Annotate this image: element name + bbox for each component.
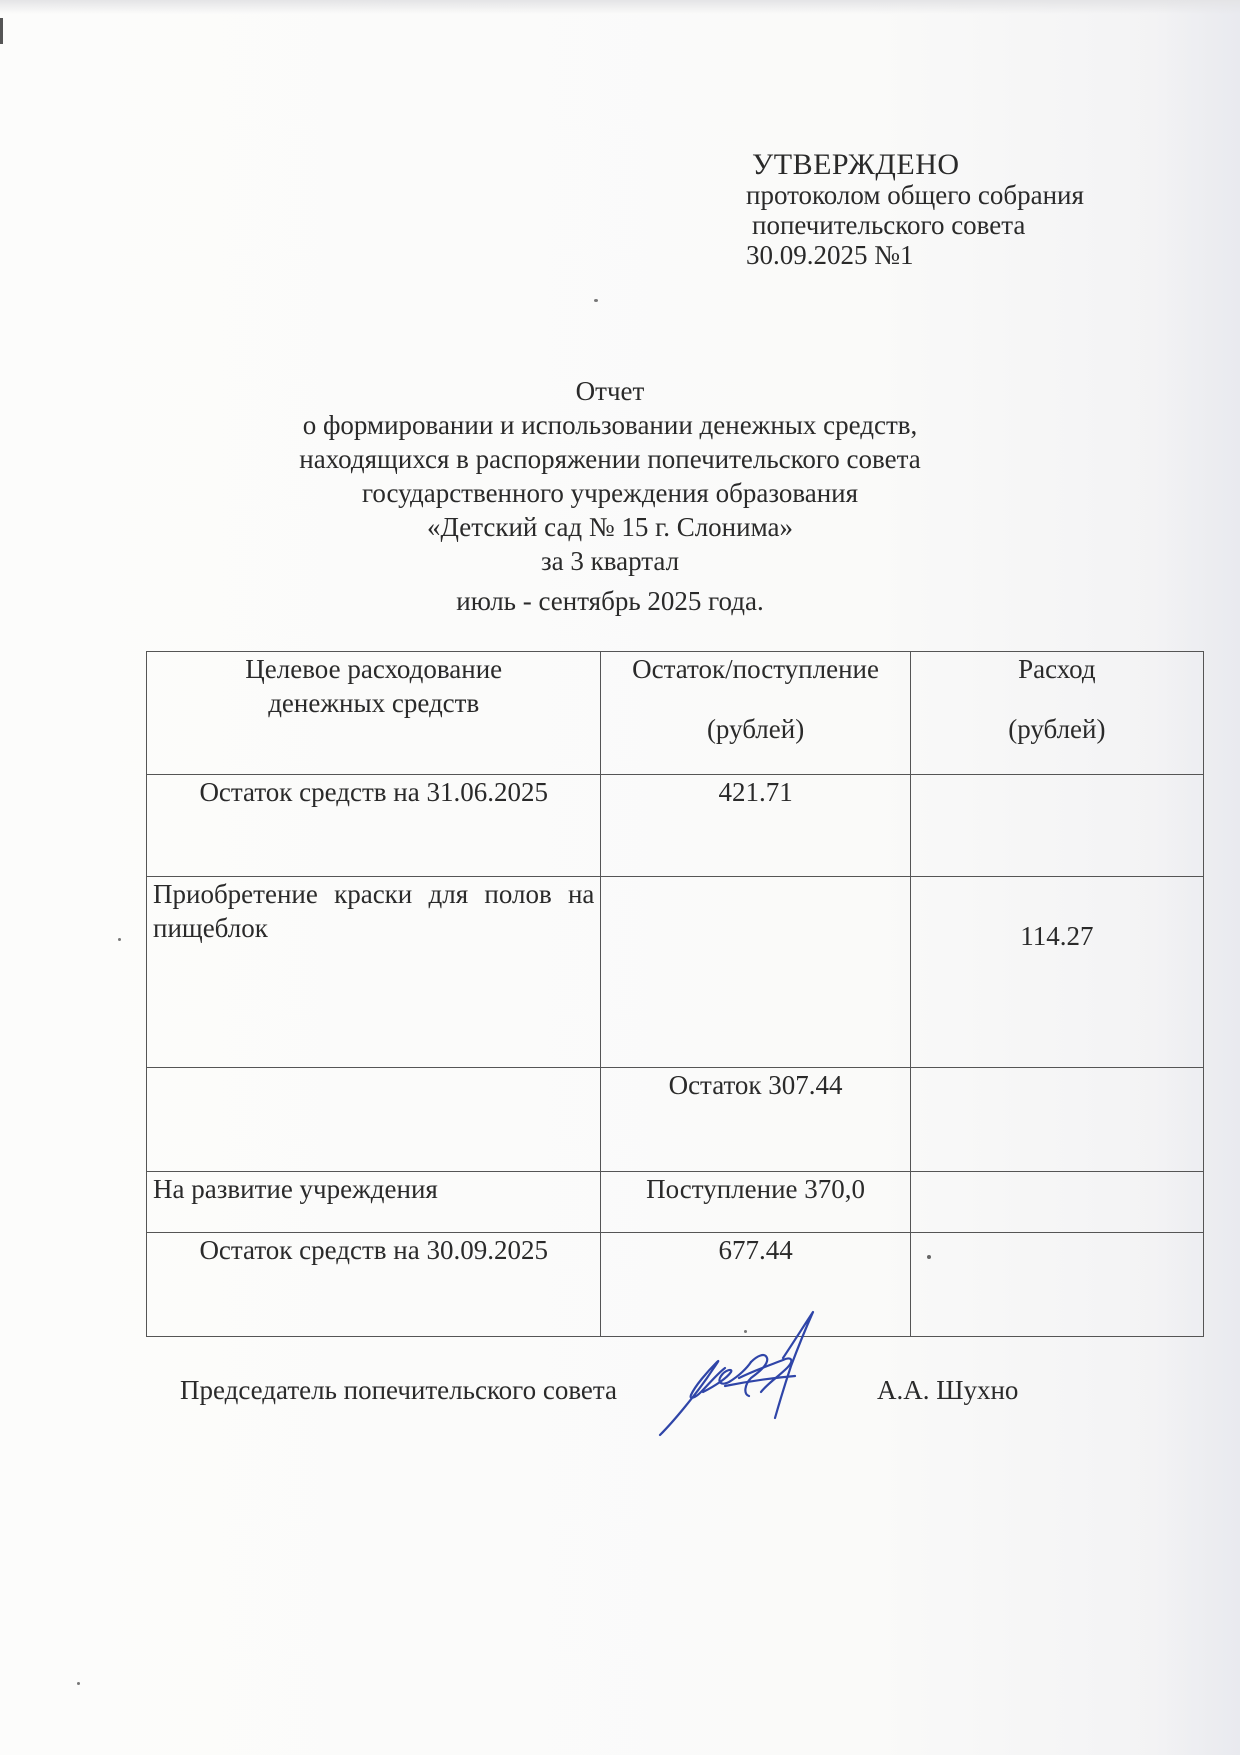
header-income	[601, 652, 910, 775]
header-expense-line2: (рублей)	[1008, 714, 1106, 744]
cell-expense	[910, 1068, 1203, 1172]
cell-purpose: На развитие учреждения	[147, 1172, 601, 1233]
scan-speck	[77, 1682, 80, 1685]
cell-expense	[910, 1233, 1203, 1337]
header-expense-line1: Расход	[1018, 654, 1096, 684]
table-header-row	[147, 652, 1204, 775]
approval-stamp-block	[746, 150, 1084, 270]
cell-income: 677.44	[601, 1233, 910, 1337]
ink-dot	[927, 1255, 931, 1259]
approval-line-date: 30.09.2025 №1	[746, 240, 914, 270]
cell-purpose	[147, 1068, 601, 1172]
scan-speck	[594, 299, 598, 302]
header-purpose-line2: денежных средств	[268, 688, 480, 718]
signatory-role: Председатель попечительского совета	[180, 1375, 618, 1405]
header-purpose	[147, 652, 601, 775]
title-line-7: июль - сентябрь 2025 года.	[456, 586, 764, 616]
cell-income	[601, 877, 910, 1068]
title-line-2: о формировании и использовании денежных средств,	[302, 410, 918, 440]
header-income-line2: (рублей)	[706, 714, 805, 744]
header-income-line1: Остаток/поступление	[632, 654, 879, 684]
title-line-5: «Детский сад № 15 г. Слонима»	[427, 512, 793, 542]
header-purpose-line1: Целевое расходование	[245, 654, 503, 684]
approval-heading: УТВЕРЖДЕНО	[752, 148, 960, 181]
title-line-4: государственного учреждения образования	[361, 478, 859, 508]
scan-edge-mark	[0, 18, 3, 44]
cell-income: Остаток 307.44	[601, 1068, 910, 1172]
cell-purpose: Приобретение краски для полов на пищеблок	[147, 877, 601, 1068]
handwritten-signature	[655, 1300, 865, 1440]
report-title	[160, 374, 1060, 618]
approval-line-council: попечительского совета	[752, 210, 1026, 240]
cell-purpose: Остаток средств на 31.06.2025	[147, 775, 601, 877]
header-expense	[910, 652, 1203, 775]
scan-speck	[744, 1330, 747, 1333]
table-row	[147, 1068, 1204, 1172]
table-row	[147, 775, 1204, 877]
cell-expense	[910, 1172, 1203, 1233]
cell-purpose: Остаток средств на 30.09.2025	[147, 1233, 601, 1337]
table-row	[147, 877, 1204, 1068]
cell-income: Поступление 370,0	[601, 1172, 910, 1233]
funds-report-table	[146, 651, 1204, 1337]
scan-top-shadow	[0, 0, 1240, 14]
table-row	[147, 1172, 1204, 1233]
title-line-3: находящихся в распоряжении попечительского совета	[299, 444, 921, 474]
cell-expense: 114.27	[910, 877, 1203, 1068]
scan-speck	[118, 938, 121, 941]
approval-line-protocol: протоколом общего собрания	[746, 180, 1084, 210]
cell-income: 421.71	[601, 775, 910, 877]
title-line-6: за 3 квартал	[540, 546, 680, 576]
title-line-1: Отчет	[575, 376, 645, 406]
signatory-name: А.А. Шухно	[877, 1375, 1019, 1405]
cell-expense	[910, 775, 1203, 877]
